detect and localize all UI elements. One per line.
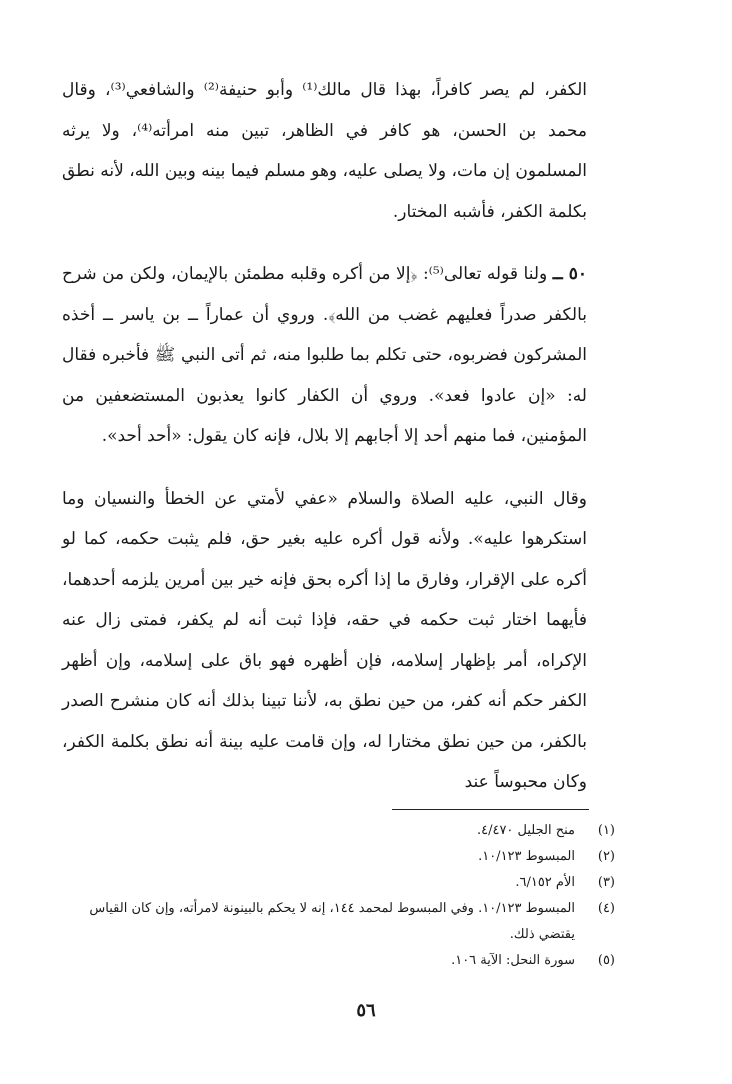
footnote-item xyxy=(60,844,615,870)
footnote-item xyxy=(60,870,615,896)
paragraph-number: ٥٠ ــ xyxy=(552,264,587,284)
footnote-text: منح الجليل ٤/٤٧٠. xyxy=(476,823,575,838)
paragraph-gap xyxy=(62,232,587,254)
footnote-number: (٣) xyxy=(597,875,615,890)
paragraph-gap xyxy=(62,457,587,479)
footnote-item xyxy=(60,818,615,844)
main-text xyxy=(62,70,587,803)
footnote-number: (٢) xyxy=(597,849,615,864)
footnote-number: (٥) xyxy=(597,953,615,968)
paragraph-text: وقال النبي، عليه الصلاة والسلام «عفي لأمتي عن الخطأ والنسيان وما استكرهوا عليه». ولأنه قول أكره عليه بغير حق، فلم يثبت حكمه، كما لو أكره على الإقرار، وفارق ما إذا أكره بحق فإنه خير بين أمرين يلزمه أحدهما، فأيهما اختار ثبت حكمه في حقه، فإذا ثبت أنه لم يكفر، فمتى زال عنه الإكراه، أمر بإظهار إسلامه، فإن أظهره فهو باق على إسلامه، وإن أظهر الكفر حكم أنه كفر، من حين نطق به، لأننا تبينا بذلك أنه كان منشرح الصدر بالكفر، من حين نطق مختارا له، وإن قامت عليه بينة أنه نطق بكلمة الكفر، وكان محبوساً عند xyxy=(62,488,587,792)
footnote-item xyxy=(60,896,615,948)
paragraph-text: الكفر، لم يصر كافراً، بهذا قال مالك⁽¹⁾ وأبو حنيفة⁽²⁾ والشافعي⁽³⁾، وقال محمد بن الحسن، هو كافر في الظاهر، تبين منه امرأته⁽⁴⁾، ولا يرثه المسلمون إن مات، ولا يصلى عليه، وهو مسلم فيما بينه وبين الله، لأنه نطق بكلمة الكفر، فأشبه المختار. xyxy=(62,80,588,222)
paragraph-text: ولنا قوله تعالى⁽⁵⁾: ﴿إلا من أكره وقلبه مطمئن بالإيمان، ولكن من شرح بالكفر صدراً فعليهم غضب من الله﴾. وروي أن عماراً ــ بن ياسر ــ أخذه المشركون فضربوه، حتى تكلم بما طلبوا منه، ثم أتى النبي ﷺ فأخبره فقال له: «إن عادوا فعد». وروي أن الكفار كانوا يعذبون المستضعفين من المؤمنين، فما منهم أحد إلا أجابهم إلا بلال، فإنه كان يقول: «أحد أحد». xyxy=(62,264,587,446)
paragraph-3 xyxy=(62,479,587,803)
paragraph-1 xyxy=(62,70,587,232)
footnote-item xyxy=(60,948,615,974)
footnote-number: (١) xyxy=(597,823,615,838)
paragraph-2 xyxy=(62,254,587,457)
footnote-text: الأم ٦/١٥٢. xyxy=(515,875,575,890)
footnote-text: المبسوط ١٠/١٢٣. xyxy=(478,849,575,864)
page-number: ٥٦ xyxy=(356,1000,376,1021)
footnote-text: المبسوط ١٠/١٢٣. وفي المبسوط لمحمد ١٤٤، إنه لا يحكم بالبينونة لامرأته، وإن كان القياس يقتضي ذلك. xyxy=(89,901,575,942)
footnote-text: سورة النحل: الآية ١٠٦. xyxy=(451,953,575,968)
footnotes xyxy=(60,818,615,974)
footnote-divider xyxy=(392,809,589,810)
footnote-number: (٤) xyxy=(597,901,615,916)
